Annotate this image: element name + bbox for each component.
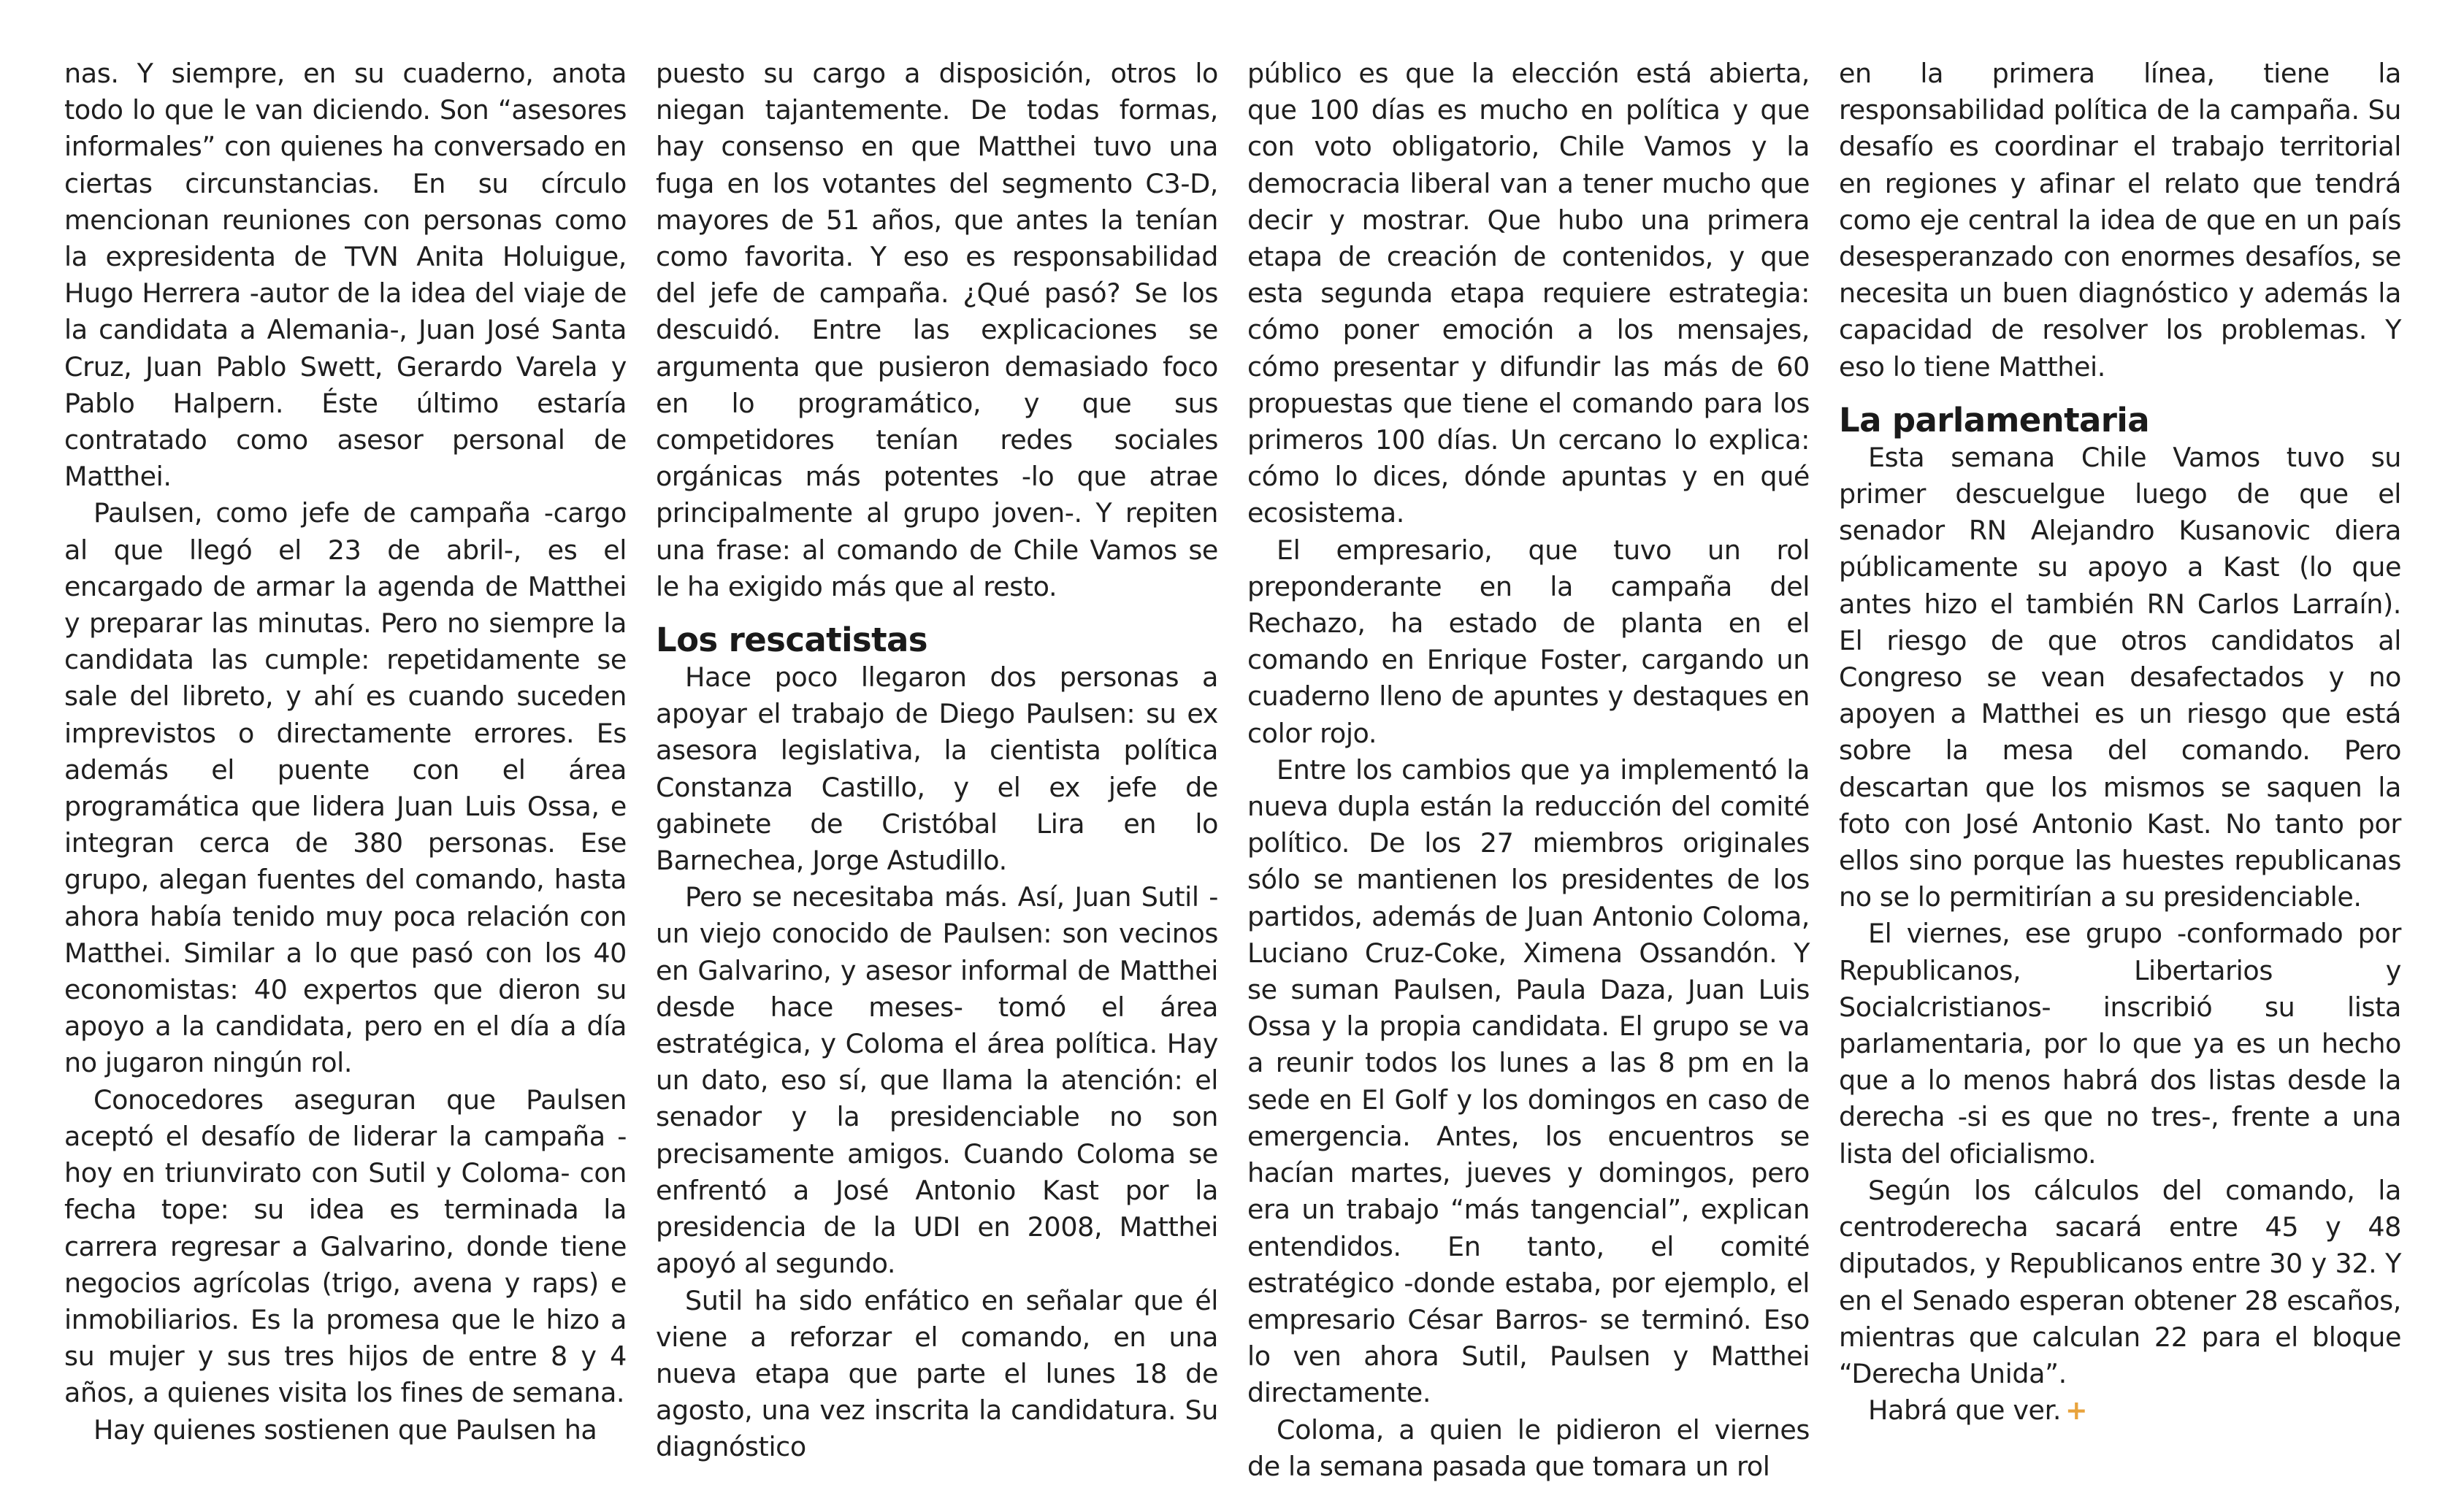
paragraph: Coloma, a quien le pidieron el viernes de la semana pasada que tomara un rol <box>1247 1413 1810 1482</box>
closing-paragraph <box>1839 1392 2401 1429</box>
paragraph: público es que la elección está abierta, que 100 días es mucho en política y que con voto obligatorio, Chile Vamos y la democracia liberal van a tener mucho que decir y mostrar. Que hubo una primera etapa de creación de contenidos, y que esta segunda etapa requiere estrategia: cómo poner emoción a los mensajes, cómo presentar y difundir las más de 60 propuestas que tiene el comando para los primeros 100 días. Un cercano lo explica: cómo lo dices, dónde apuntas y en qué ecosistema. <box>1247 58 1810 529</box>
paragraph: Entre los cambios que ya implementó la nueva dupla están la reducción del comité político. De los 27 miembros originales sólo se mantienen los presidentes de los partidos, además de Juan Antonio Coloma, Luciano Cruz-Coke, Ximena Ossandón. Y se suman Paulsen, Paula Daza, Juan Luis Ossa y la propia candidata. El grupo se va a reunir todos los lunes a las 8 pm en la sede en El Golf y los domingos en caso de emergencia. Antes, los encuentros se hacían martes, jueves y domingos, pero era un trabajo “más tangencial”, explican entendidos. En tanto, el comité estratégico -donde estaba, por ejemplo, el empresario César Barros- se terminó. Eso lo ven ahora Sutil, Paulsen y Matthei directamente. <box>1247 753 1810 1409</box>
paragraph: Esta semana Chile Vamos tuvo su primer descuelgue luego de que el senador RN Alejandro Kusanovic diera públicamente su apoyo a Kast (lo que antes hizo el también RN Carlos Larraín). El riesgo de que otros candidatos al Congreso se vean desafectados y no apoyen a Matthei es un riesgo que está sobre la mesa del comando. Pero descartan que los mismos se saquen la foto con José Antonio Kast. No tanto por ellos sino porque las huestes republicanas no se lo permitirían a su presidenciable. <box>1839 441 2401 913</box>
paragraph: Hay quienes sostienen que Paulsen ha <box>93 1413 597 1446</box>
closing-text: Habrá que ver. <box>1868 1394 2062 1427</box>
article-column-1 <box>64 55 627 1448</box>
section-heading-parlamentaria: La parlamentaria <box>1839 400 2149 440</box>
paragraph: Hace poco llegaron dos personas a apoyar el trabajo de Diego Paulsen: su ex asesora legislativa, la cientista política Constanza Castillo, y el ex jefe de gabinete de Cristóbal Lira en lo Barnechea, Jorge Astudillo. <box>656 661 1218 877</box>
paragraph: puesto su cargo a disposición, otros lo niegan tajantemente. De todas formas, hay consenso en que Matthei tuvo una fuga en los votantes del segmento C3-D, mayores de 51 años, que antes la tenían como favorita. Y eso es responsabilidad del jefe de campaña. ¿Qué pasó? Se los descuidó. Entre las explicaciones se argumenta que pusieron demasiado foco en lo programático, y que sus competidores tenían redes sociales orgánicas más potentes -lo que atrae principalmente al grupo joven-. Y repiten una frase: al comando de Chile Vamos se le ha exigido más que al resto. <box>656 58 1218 602</box>
paragraph: Sutil ha sido enfático en señalar que él viene a reforzar el comando, en una nueva etapa que parte el lunes 18 de agosto, una vez inscrita la candidatura. Su diagnóstico <box>656 1284 1218 1463</box>
paragraph: Paulsen, como jefe de campaña -cargo al que llegó el 23 de abril-, es el encargado de armar la agenda de Matthei y preparar las minutas. Pero no siempre la candidata las cumple: repetidamente se sale del libreto, y ahí es cuando suceden imprevistos o directamente errores. Es además el puente con el área programática que lidera Juan Luis Ossa, e integran cerca de 380 personas. Ese grupo, alegan fuentes del comando, hasta ahora había tenido muy poca relación con Matthei. Similar a lo que pasó con los 40 economistas: 40 expertos que dieron su apoyo a la candidata, pero en el día a día no jugaron ningún rol. <box>64 497 627 1079</box>
article-column-2 <box>656 55 1218 1466</box>
section-heading-rescatistas: Los rescatistas <box>656 621 927 660</box>
paragraph: Pero se necesitaba más. Así, Juan Sutil -un viejo conocido de Paulsen: son vecinos en Galvarino, y asesor informal de Matthei desde hace meses- tomó el área estratégica, y Coloma el área política. Hay un dato, eso sí, que llama la atención: el senador y la presidenciable no son precisamente amigos. Cuando Coloma se enfrentó a José Antonio Kast por la presidencia de la UDI en 2008, Matthei apoyó al segundo. <box>656 881 1218 1280</box>
paragraph: Según los cálculos del comando, la centroderecha sacará entre 45 y 48 diputados, y Republicanos entre 30 y 32. Y en el Senado esperan obtener 28 escaños, mientras que calculan 22 para el bloque “Derecha Unida”. <box>1839 1174 2401 1389</box>
paragraph: Conocedores aseguran que Paulsen aceptó el desafío de liderar la campaña -hoy en triunvirato con Sutil y Coloma- con fecha tope: su idea es terminada la carrera regresar a Galvarino, donde tiene negocios agrícolas (trigo, avena y raps) e inmobiliarios. Es la promesa que le hizo a su mujer y sus tres hijos de entre 8 y 4 años, a quienes visita los fines de semana. <box>64 1083 627 1409</box>
end-of-article-mark: + <box>2065 1394 2088 1427</box>
paragraph: El viernes, ese grupo -conformado por Republicanos, Libertarios y Socialcristianos- inscribió su lista parlamentaria, por lo que ya es un hecho que a lo menos habrá dos listas desde la derecha -si es que no tres-, frente a una lista del oficialismo. <box>1839 918 2401 1170</box>
paragraph: en la primera línea, tiene la responsabilidad política de la campaña. Su desafío es coordinar el trabajo territorial en regiones y afinar el relato que tendrá como eje central la idea de que en un país desesperanzado con enormes desafíos, se necesita un buen diagnóstico y además la capacidad de resolver los problemas. Y eso lo tiene Matthei. <box>1839 58 2401 383</box>
paragraph: El empresario, que tuvo un rol preponderante en la campaña del Rechazo, ha estado de planta en el comando en Enrique Foster, cargando un cuaderno lleno de apuntes y destaques en color rojo. <box>1247 534 1810 749</box>
paragraph: nas. Y siempre, en su cuaderno, anota todo lo que le van diciendo. Son “asesores informales” con quienes ha conversado en ciertas circunstancias. En su círculo mencionan reuniones con personas como la expresidenta de TVN Anita Holuigue, Hugo Herrera -autor de la idea del viaje de la candidata a Alemania-, Juan José Santa Cruz, Juan Pablo Swett, Gerardo Varela y Pablo Halpern. Éste último estaría contratado como asesor personal de Matthei. <box>64 58 627 493</box>
article-column-3 <box>1247 55 1810 1485</box>
article-column-4 <box>1839 55 2401 1429</box>
